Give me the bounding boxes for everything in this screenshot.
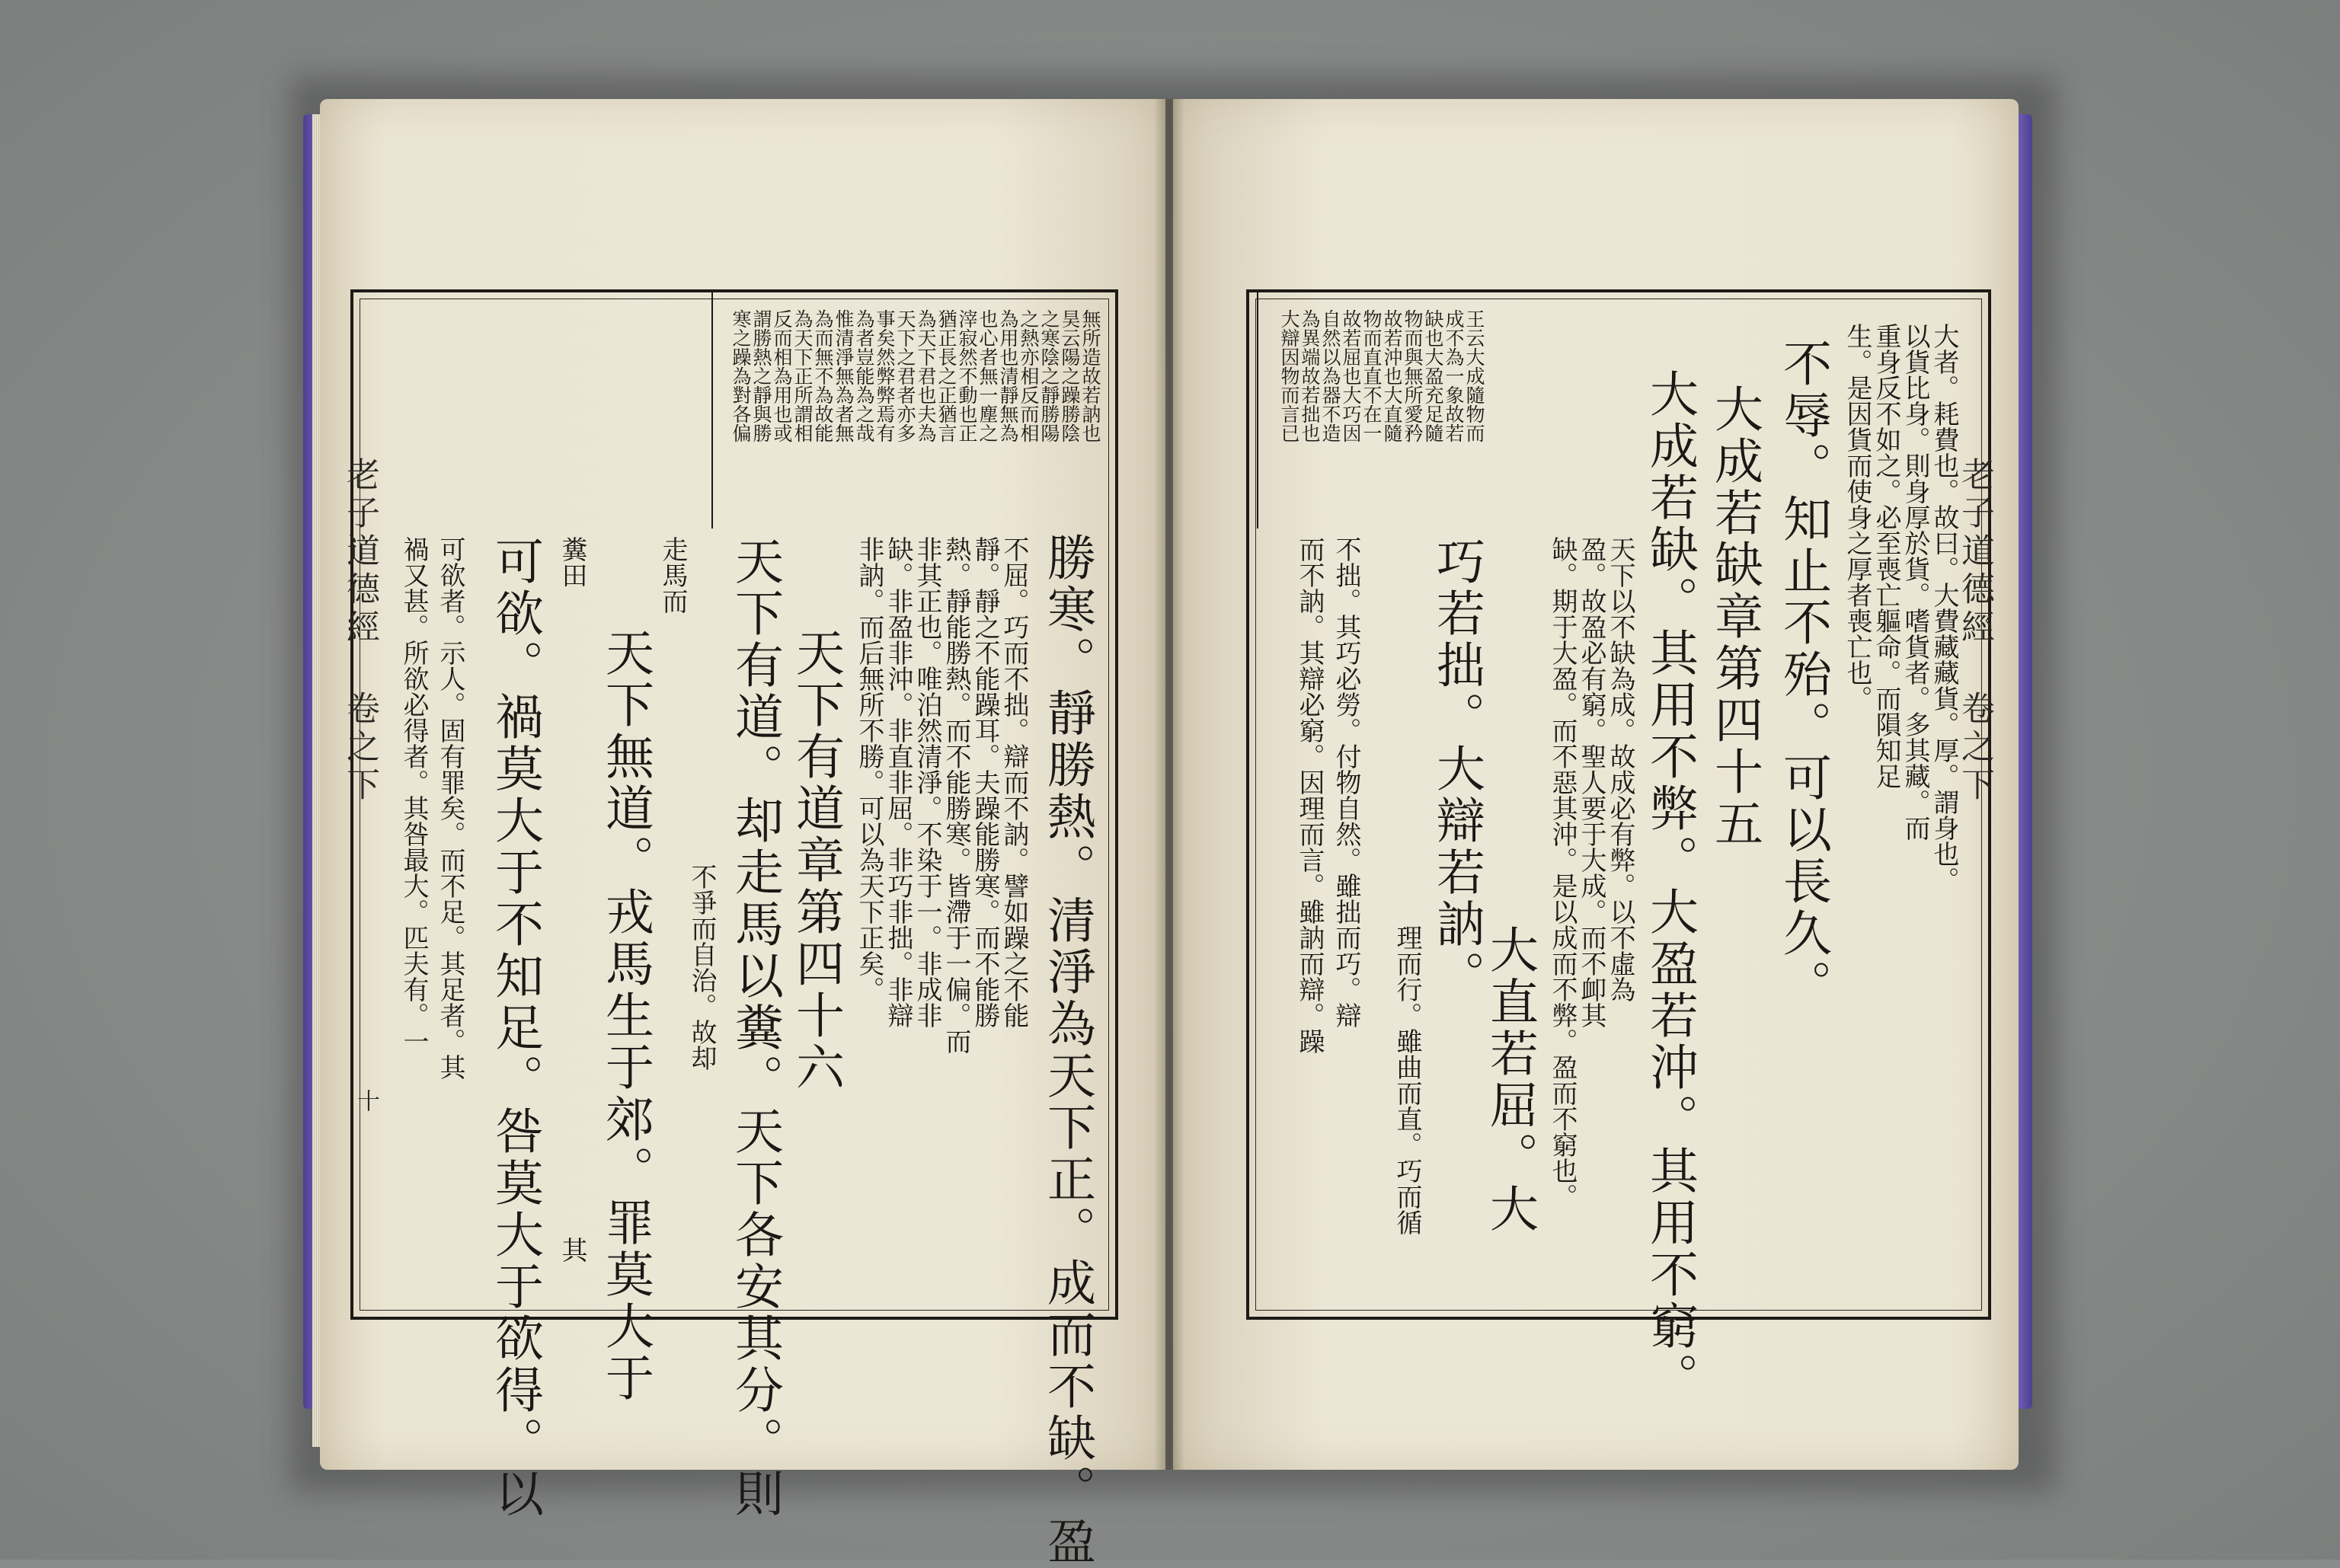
left-margin-title: 老子道德經 卷之下 [340,457,379,805]
annotation-column: 不屈。巧而不拙。辯而不訥。譬如躁之不能 [999,536,1029,1028]
commentary-column: 故若沖也大直隨 [1381,309,1403,442]
commentary-column: 謂勝熱之靜與勝 [750,309,772,442]
commentary-column: 為天下君也夫為 [915,309,937,442]
right-text-frame [1246,289,1991,1404]
commentary-divider-right [1257,292,1258,529]
commentary-column: 為而無不為故能 [812,309,834,442]
annotation-column: 大者。耗費也。故曰。大費藏藏貨。厚。謂身也。 [1929,323,1959,893]
commentary-column: 無所造故若訥也 [1079,309,1101,442]
annotation-column: 走馬而 [657,536,688,614]
main-text-column: 巧若拙。大辯若訥。 [1428,536,1485,1002]
annotation-column: 天下以不缺為成。故成必有弊。以不虛為 [1605,536,1635,1002]
main-text-column: 天下無道。戎馬生于郊。罪莫大于 [597,628,654,1404]
commentary-column: 物而直直不在一 [1360,309,1383,442]
commentary-column: 惟清淨無為者無 [833,309,855,442]
commentary-column: 為異端故若拙也 [1299,309,1321,442]
commentary-column: 王云大成隨物而 [1463,309,1485,442]
commentary-column: 反而相為用也或 [771,309,793,442]
annotation-column: 禍又甚。所欲必得者。其咎最大。匹夫有。一 [398,536,429,1054]
annotation-column: 生。是因貨而使身之厚者喪亡也。 [1842,323,1872,711]
commentary-column: 猶正長之正猶言 [935,309,957,442]
page-number: 十 [353,1089,379,1112]
annotation-column: 理而行。雖曲而直。巧而循 [1392,925,1422,1235]
annotation-column: 糞田 [557,536,587,588]
commentary-column: 為天下正所謂相 [791,309,814,442]
commentary-column: 為者豈能為之哉 [853,309,875,442]
annotation-column: 重身反不如之。必至喪亡軀命。而隕知足 [1871,323,1901,789]
annotation-column: 而不訥。其辯必窮。因理而言。雖訥而辯。躁 [1294,536,1325,1054]
annotation-column: 缺。期于大盈。而不惡其沖。是以成而不弊。盈而不窮也。 [1547,536,1578,1209]
annotation-column: 其 [557,1237,587,1263]
main-text-column: 大成若缺。其用不弊。大盈若沖。其用不窮。 [1642,369,1698,1404]
annotation-column: 熱。靜能勝熱。而不能勝寒。皆滯于一偏。而 [941,536,971,1054]
left-text-frame [350,289,1118,1568]
commentary-divider [711,292,713,529]
commentary-column: 缺也大盈充足隨 [1422,309,1444,442]
main-text-column: 天下有道章第四十六 [788,628,844,1094]
commentary-column: 滓寂然不動也正 [956,309,978,442]
commentary-column: 故若屈也大巧因 [1340,309,1362,442]
main-text-column: 可欲。禍莫大于不知足。咎莫大于欲得。以 [487,536,543,1520]
commentary-column: 天下之君者亦多 [894,309,916,442]
commentary-column: 昊云陽之躁勝陰 [1059,309,1081,442]
annotation-column: 非訥。而后無所不勝。可以為天下正矣。 [854,536,884,1002]
annotation-column: 以貨比身。則身厚於貨。嗜貨者。多其藏。而 [1900,323,1930,841]
annotation-column: 盈。故盈必有窮。聖人要于大成。而不卹其 [1576,536,1606,1028]
annotation-column: 不拙。其巧必勞。付物自然。雖拙而巧。辯 [1331,536,1361,1028]
annotation-column: 不爭而自治。故却 [686,864,717,1071]
main-text-column: 天下有道。却走馬以糞。天下各安其分。則 [727,536,783,1520]
annotation-column: 靜。靜之不能躁耳。夫躁能勝寒。而不能勝 [970,536,1000,1028]
annotation-column: 非其正也。唯泊然清淨。不染于一。非成非 [912,536,942,1028]
right-margin-title: 老子道德經 卷之下 [1955,457,1994,805]
annotation-column: 可欲者。示人。固有罪矣。而不足。其足者。其 [435,536,465,1080]
commentary-column: 大辯因物而言已 [1278,309,1300,442]
commentary-column: 成不為一象故若 [1443,309,1465,442]
annotation-column: 缺。非盈非沖。非直非屈。非巧非拙。非辯 [883,536,913,1028]
commentary-column: 物而與無所愛矜 [1402,309,1424,442]
commentary-column: 之熱亦相反而相 [1018,309,1040,442]
main-text-column: 不辱。知止不殆。可以長久。 [1775,338,1831,1011]
book-gutter [1154,99,1184,1470]
commentary-column: 之寒陰之靜勝陽 [1038,309,1060,442]
commentary-column: 事矣然弊弊焉有 [874,309,896,442]
main-text-column: 勝寒。靜勝熱。清淨為天下正。成而不缺。盈 [1039,532,1095,1568]
main-text-column: 大成若缺章第四十五 [1706,384,1763,850]
commentary-column: 自然以為器不造 [1319,309,1341,442]
commentary-column: 寒之躁為對各偏 [730,309,752,442]
commentary-column: 也心者無一塵之 [977,309,999,442]
commentary-column: 為用也清靜無為 [997,309,1019,442]
main-text-column: 大直若屈。大 [1482,925,1538,1235]
